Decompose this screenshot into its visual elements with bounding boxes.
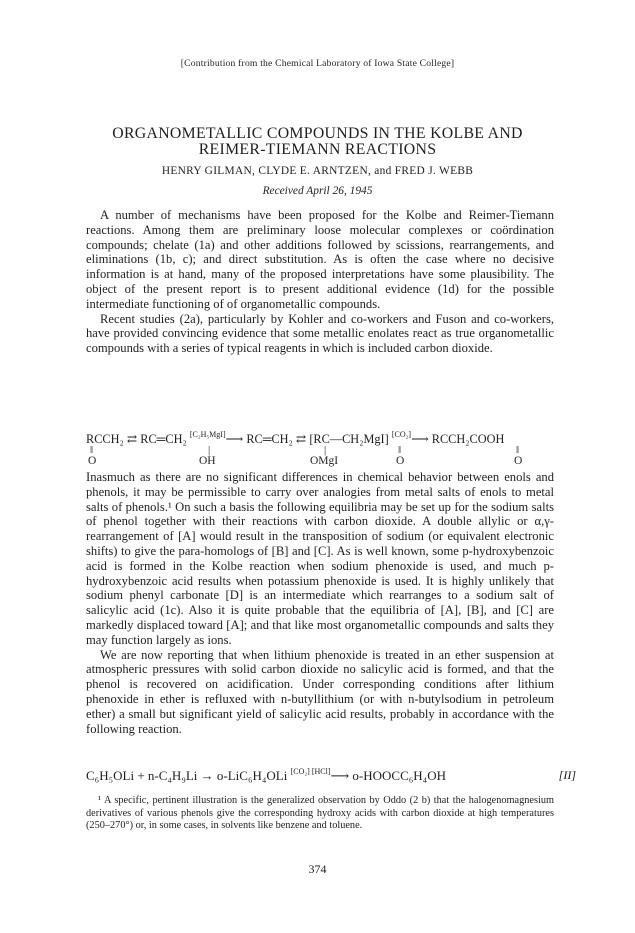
- footnote-1: ¹ A specific, pertinent illustration is the generalized observation by Oddo (2 b) that the halogenomagnesium derivatives of various phenols give the corresponding hydroxy acids with carbon dioxide at high temperatures (250–270°) or, in some cases, in solvents like benzene and toluene.: [86, 795, 554, 832]
- reaction-arrow-1: [190, 432, 247, 446]
- scheme-sub-1: O: [88, 455, 97, 467]
- double-bond-mark-1: ‖: [90, 444, 94, 456]
- single-bond-mark-1: |: [208, 444, 211, 456]
- scheme-species-4: [RC—CH₂MgI]: [309, 432, 389, 446]
- equilibrium-arrow-2: ⇄: [295, 432, 307, 446]
- paragraph-4: We are now reporting that when lithium phenoxide is treated in an ether suspension at atmospheric pressures with solid carbon dioxide no salicylic acid is formed, and that the phenol is recovered on acidification. Under corresponding conditions after lithium phenoxide in ether is refluxed with n-butyllithium (or with n-butylsodium in petroleum ether) a small but significant yield of salicylic acid results, probably in accordance with the following reaction.: [86, 647, 554, 736]
- authors: HENRY GILMAN, CLYDE E. ARNTZEN, and FRED J. WEBB: [161, 165, 474, 177]
- single-bond-mark-2: |: [324, 444, 327, 456]
- equilibrium-arrow-1: ⇄: [126, 432, 138, 446]
- arrow-glyph-2: ⟶: [411, 432, 429, 446]
- intro-paragraphs: [86, 208, 554, 356]
- enolate-scheme: [86, 432, 566, 468]
- arrow-label-1: [C₂H₅MgI]: [189, 430, 226, 439]
- paragraph-3: Inasmuch as there are no significant differences in chemical behavior between enols and phenols, it may be permissible to carry over analogies from metal salts of enols to metal salts of phenols.¹ On such a basis the following equilibria may be set up for the sodium salts of phenol together with their reactions with carbon dioxide. A double allylic or α,γ-rearrangement of [A] would result in the transposition of sodium (or equivalent electronic shifts) to give the para-homologs of [B] and [C]. As is well known, some p-hydroxybenzoic acid is formed in the Kolbe reaction when sodium phenoxide is used, and much p-hydroxybenzoic acid results when potassium phenoxide is used. It is highly unlikely that sodium phenyl carbonate [D] is an intermediate which rearranges to a sodium salt of salicylic acid (1c). Also it is quite probable that the equilibria of [A], [B], and [C] are markedly displaced toward [A]; and that like most organometallic compounds and salts they may function largely as ions.: [86, 470, 554, 647]
- scheme-species-3: RC═CH₂: [246, 432, 293, 446]
- title-line-1: ORGANOMETALLIC COMPOUNDS IN THE KOLBE AND: [112, 125, 523, 142]
- reaction-equation-ii: [86, 768, 576, 784]
- page-number: 374: [308, 862, 327, 876]
- scheme-sub-3: OMgI: [310, 455, 339, 467]
- received-date: Received April 26, 1945: [262, 185, 373, 197]
- equation-arrow-glyph: ⟶: [330, 768, 350, 783]
- journal-header: [Contribution from the Chemical Laboratory of Iowa State College]: [180, 58, 455, 69]
- equation-arrow: [291, 768, 353, 783]
- scheme-species-2: RC═CH₂: [140, 432, 187, 446]
- equation-product: o-HOOCC₆H₄OH: [352, 768, 446, 783]
- equation-reactants: C₆H₅OLi + n-C₄H₉Li → o-LiC₆H₄OLi: [86, 768, 288, 783]
- footnote: [86, 795, 554, 833]
- paragraph-2: Recent studies (2a), particularly by Kohler and co-workers and Fuson and co-workers, have provided convincing evidence that some metallic enolates react as true organometallic compounds with a series of typical reagents in which is included carbon dioxide.: [86, 311, 554, 356]
- equation-label: [II]: [558, 768, 576, 782]
- equation-arrow-label: [CO₂] [HCl]: [290, 767, 331, 776]
- scheme-sub-5: O: [514, 455, 523, 467]
- discussion-paragraphs: [86, 470, 554, 736]
- scheme-sub-2: OH: [199, 455, 216, 467]
- double-bond-mark-3: ‖: [516, 444, 520, 456]
- double-bond-mark-2: ‖: [398, 444, 402, 456]
- paragraph-1: A number of mechanisms have been proposed for the Kolbe and Reimer-Tiemann reactions. Among them are preliminary loose molecular complexes or coördination compounds; chelate (1a) and other additions followed by scissions, rearrangements, and eliminations (1b, c); and direct substitution. As is often the case where no decisive information is at hand, many of the proposed interpretations have some plausibility. The object of the present report is to present additional evidence (1d) for the possible intermediate functioning of of organometallic compounds.: [86, 208, 554, 311]
- scheme-species-1: RCCH₂: [86, 432, 124, 446]
- scheme-sub-4: O: [396, 455, 405, 467]
- article-title: [0, 126, 635, 158]
- scheme-species-5: RCCH₂COOH: [431, 432, 505, 446]
- arrow-glyph-1: ⟶: [225, 432, 244, 446]
- title-line-2: REIMER-TIEMANN REACTIONS: [198, 141, 437, 158]
- arrow-label-2: [CO₂]: [391, 430, 412, 439]
